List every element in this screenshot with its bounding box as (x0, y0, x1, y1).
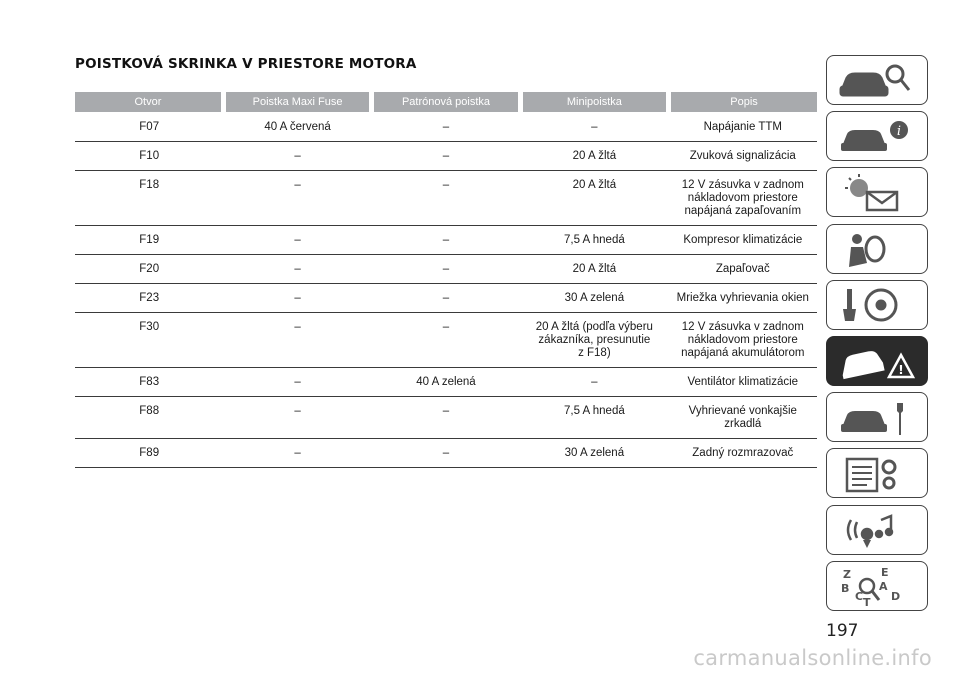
column-header-maxi-fuse: Poistka Maxi Fuse (223, 92, 371, 112)
tab-starting-driving[interactable] (826, 280, 928, 330)
chapter-tabs (826, 55, 930, 617)
table-row (75, 112, 817, 142)
cell-mini-fuse: 20 A žltá (520, 142, 668, 171)
car-search-icon (837, 60, 917, 102)
cell-description: Mriežka vyhrievania okien (669, 284, 817, 313)
cell-cartridge-fuse: – (372, 439, 520, 468)
cell-slot: F18 (75, 171, 223, 226)
table-row (75, 439, 817, 468)
column-header-description: Popis (669, 92, 817, 112)
cell-slot: F89 (75, 439, 223, 468)
svg-text:!: ! (898, 362, 904, 377)
cell-description: Kompresor klimatizácie (669, 226, 817, 255)
tab-maintenance[interactable] (826, 392, 928, 442)
cell-slot: F83 (75, 368, 223, 397)
cell-cartridge-fuse: – (372, 142, 520, 171)
cell-cartridge-fuse: – (372, 397, 520, 439)
cell-mini-fuse: 20 A žltá (podľa výberu zákazníka, presunutie z F18) (520, 313, 668, 368)
cell-slot: F23 (75, 284, 223, 313)
fuse-table (75, 92, 817, 468)
table-row (75, 142, 817, 171)
tab-car-overview[interactable] (826, 55, 928, 105)
cell-maxi-fuse: – (223, 368, 371, 397)
cell-mini-fuse: 7,5 A hnedá (520, 226, 668, 255)
cell-cartridge-fuse: – (372, 226, 520, 255)
cell-maxi-fuse: 40 A červená (223, 112, 371, 142)
car-emergency-warning-icon (837, 341, 917, 383)
tab-index[interactable] (826, 561, 928, 611)
cell-description: Zvuková signalizácia (669, 142, 817, 171)
cell-cartridge-fuse: – (372, 255, 520, 284)
tab-safety[interactable] (826, 224, 928, 274)
tab-emergency[interactable] (826, 336, 928, 386)
cell-description: Vyhrievané vonkajšie zrkadlá (669, 397, 817, 439)
table-row (75, 255, 817, 284)
tab-technical-data[interactable] (826, 448, 928, 498)
cell-mini-fuse: 20 A žltá (520, 255, 668, 284)
table-row (75, 397, 817, 439)
table-row (75, 171, 817, 226)
cell-maxi-fuse: – (223, 255, 371, 284)
steering-wheel-key-icon (837, 285, 917, 327)
cell-maxi-fuse: – (223, 142, 371, 171)
cell-cartridge-fuse: – (372, 112, 520, 142)
airbag-safety-icon (837, 229, 917, 271)
page-number: 197 (826, 621, 859, 641)
index-letter: B (841, 581, 850, 595)
cell-maxi-fuse: – (223, 313, 371, 368)
table-row (75, 226, 817, 255)
cell-slot: F19 (75, 226, 223, 255)
cell-mini-fuse: 7,5 A hnedá (520, 397, 668, 439)
cell-description: Napájanie TTM (669, 112, 817, 142)
tab-multimedia[interactable] (826, 505, 928, 555)
cell-description: Zapaľovač (669, 255, 817, 284)
table-row (75, 284, 817, 313)
specifications-gear-icon (837, 453, 917, 495)
table-header-row (75, 92, 817, 112)
cell-description: 12 V zásuvka v zadnom nákladovom priestore napájaná zapaľovaním (669, 171, 817, 226)
cell-slot: F30 (75, 313, 223, 368)
warning-light-message-icon (837, 172, 917, 214)
car-info-icon (837, 116, 917, 158)
tab-warnings-messages[interactable] (826, 167, 928, 217)
index-letter: E (881, 565, 889, 579)
index-letter: C (855, 589, 864, 603)
multimedia-music-icon (837, 510, 917, 552)
cell-mini-fuse: 30 A zelená (520, 439, 668, 468)
alphabetical-index-icon (837, 566, 917, 608)
cell-slot: F20 (75, 255, 223, 284)
index-letter: T (863, 595, 871, 608)
table-row (75, 313, 817, 368)
cell-mini-fuse: 30 A zelená (520, 284, 668, 313)
cell-slot: F07 (75, 112, 223, 142)
cell-description: Ventilátor klimatizácie (669, 368, 817, 397)
cell-mini-fuse: – (520, 112, 668, 142)
table-row (75, 368, 817, 397)
svg-text:i: i (896, 124, 902, 140)
cell-maxi-fuse: – (223, 439, 371, 468)
car-wrench-icon (837, 397, 917, 439)
cell-cartridge-fuse: – (372, 171, 520, 226)
cell-mini-fuse: 20 A žltá (520, 171, 668, 226)
column-header-cartridge-fuse: Patrónová poistka (372, 92, 520, 112)
footer-watermark: carmanualsonline.info (693, 646, 932, 670)
cell-maxi-fuse: – (223, 171, 371, 226)
index-letter: Z (843, 567, 851, 581)
column-header-mini-fuse: Minipoistka (520, 92, 668, 112)
cell-mini-fuse: – (520, 368, 668, 397)
index-letter: A (879, 579, 888, 593)
tab-dashboard-info[interactable] (826, 111, 928, 161)
cell-slot: F10 (75, 142, 223, 171)
cell-cartridge-fuse: – (372, 284, 520, 313)
cell-maxi-fuse: – (223, 226, 371, 255)
cell-maxi-fuse: – (223, 397, 371, 439)
column-header-otvor: Otvor (75, 92, 223, 112)
cell-maxi-fuse: – (223, 284, 371, 313)
cell-slot: F88 (75, 397, 223, 439)
cell-description: 12 V zásuvka v zadnom nákladovom priestore napájaná akumulátorom (669, 313, 817, 368)
cell-cartridge-fuse: – (372, 313, 520, 368)
index-letter: D (891, 589, 901, 603)
cell-cartridge-fuse: 40 A zelená (372, 368, 520, 397)
page-title: POISTKOVÁ SKRINKA V PRIESTORE MOTORA (75, 56, 417, 72)
cell-description: Zadný rozmrazovač (669, 439, 817, 468)
